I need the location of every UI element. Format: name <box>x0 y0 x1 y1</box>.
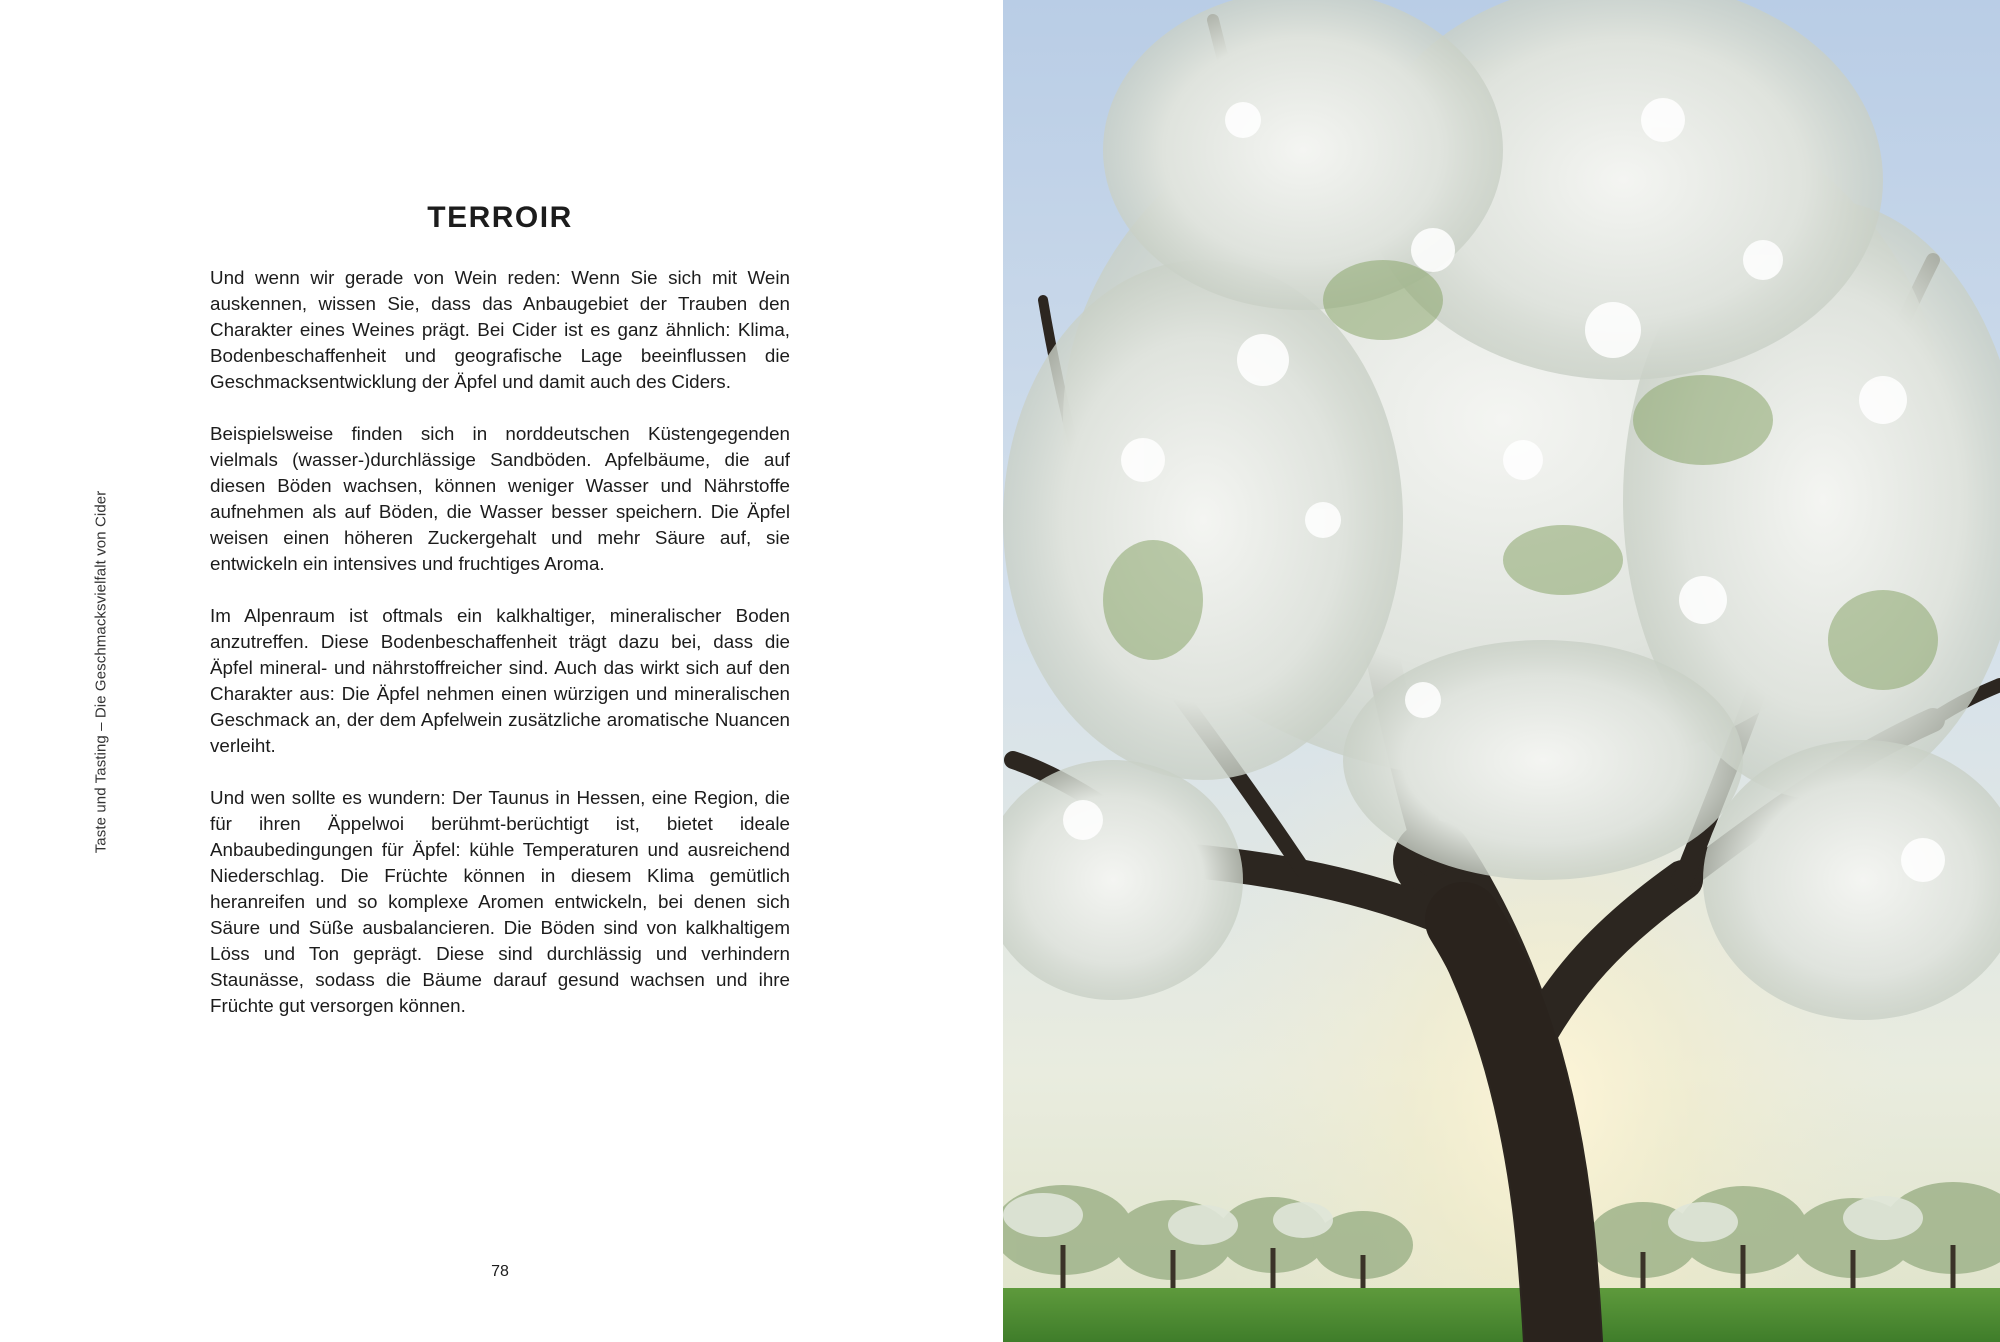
page-title: TERROIR <box>427 201 573 234</box>
paragraph: Und wenn wir gerade von Wein reden: Wenn Sie sich mit Wein auskennen, wissen Sie, dass das Anbaugebiet der Trauben den Charakter eines Weines prägt. Bei Cider ist es ganz ähnlich: Klima, Bodenbeschaffenheit und geografische Lage beeinflussen die Geschmacksentwicklung der Äpfel und damit auch des Ciders. <box>210 267 790 392</box>
apple-tree-photo <box>1003 0 2000 1342</box>
paragraph: Im Alpenraum ist oftmals ein kalkhaltiger, mineralischer Boden anzutreffen. Diese Bodenbeschaffenheit trägt dazu bei, dass die Äpfel mineral- und nährstoffreicher sind. Auch das wirkt sich auf den Charakter aus: Die Äpfel nehmen einen würzigen und mineralischen Geschmack an, der dem Apfelwein zusätzliche aromatische Nuancen verleiht. <box>210 605 790 756</box>
running-head: Taste und Tasting – Die Geschmacksvielfalt von Cider <box>92 490 110 854</box>
paragraph: Und wen sollte es wundern: Der Taunus in Hessen, eine Region, die für ihren Äppelwoi berühmt-berüchtigt ist, bietet ideale Anbaubedingungen für Äpfel: kühle Temperaturen und ausreichend Niederschlag. Die Früchte können in diesem Klima gemütlich heranreifen und so komplexe Aromen entwickeln, bei denen sich Säure und Süße ausbalancieren. Die Böden sind von kalkhaltigem Löss und Ton geprägt. Diese sind durchlässig und verhindern Staunässe, sodass die Bäume darauf gesund wachsen und ihre Früchte gut versorgen können. <box>210 787 790 1016</box>
body-text <box>210 265 790 1045</box>
paragraph: Beispielsweise finden sich in norddeutschen Küstengegenden vielmals (wasser-)durchlässige Sandböden. Apfelbäume, die auf diesen Böden wachsen, können weniger Wasser und Nährstoffe aufnehmen als auf Böden, die Wasser besser speichern. Die Äpfel weisen einen höheren Zuckergehalt und mehr Säure auf, sie entwickeln ein intensives und fruchtiges Aroma. <box>210 423 790 574</box>
page-number: 78 <box>491 1263 509 1280</box>
